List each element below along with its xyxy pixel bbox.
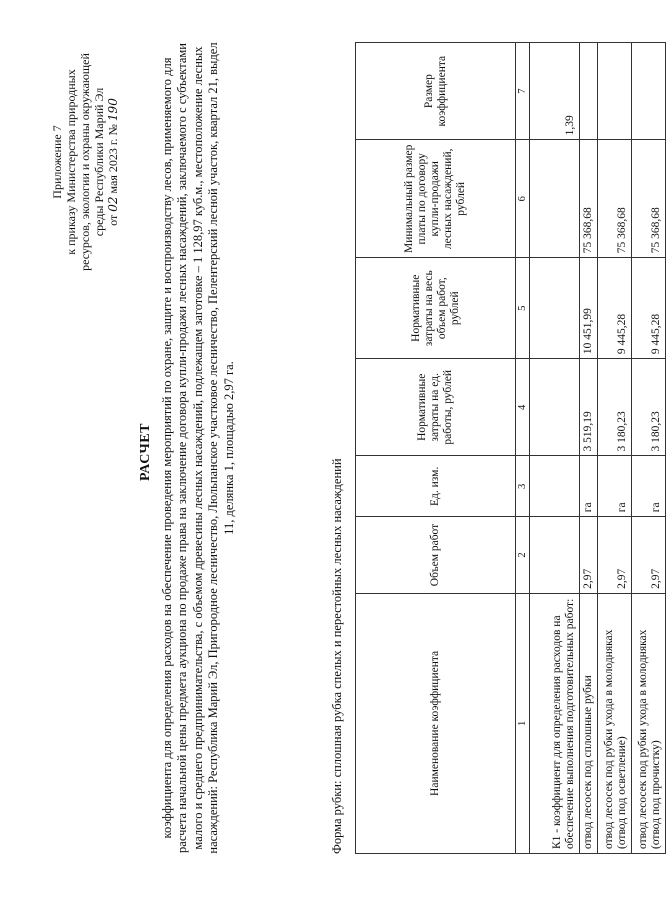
annex-date-day: 02: [106, 196, 120, 212]
document-page: [20, 22, 662, 882]
column-number: 7: [516, 43, 530, 140]
row-unit-cost: 3 519,19: [580, 359, 598, 456]
calculation-table: [355, 42, 666, 854]
row-coefficient: [580, 43, 598, 140]
row-coefficient: [598, 43, 632, 140]
cutting-form-label: Форма рубки: сплошная рубка спелых и перестойных лесных насаждений: [330, 458, 344, 854]
document-title: РАСЧЕТ: [138, 423, 153, 481]
annex-block: [50, 42, 120, 282]
table-row: [598, 43, 632, 854]
header-total-cost: Нормативные затраты на весь объем работ, рублей: [356, 258, 516, 359]
annex-line-1: Приложение 7: [50, 125, 64, 199]
header-coefficient-name: Наименование коэффициента: [356, 593, 516, 853]
row-unit: га: [632, 456, 666, 517]
column-number: 1: [516, 593, 530, 853]
annex-line-2: к приказу Министерства природных: [64, 69, 78, 255]
row-total-cost: 9 445,28: [598, 258, 632, 359]
annex-line-3: ресурсов, экологии и охраны окружающей: [78, 53, 92, 271]
header-coefficient-size: Размер коэффициента: [356, 43, 516, 140]
table-row: [632, 43, 666, 854]
row-unit-cost: 3 180,23: [632, 359, 666, 456]
row-volume: 2,97: [580, 517, 598, 594]
annex-date-prefix: от: [106, 211, 120, 226]
table-header-row: [356, 43, 516, 854]
table-row: [580, 43, 598, 854]
column-number: 2: [516, 517, 530, 594]
row-name: отвод лесосек под сплошные рубки: [580, 593, 598, 853]
column-number: 6: [516, 140, 530, 258]
row-name: отвод лесосек под рубки ухода в молодняках (отвод под прочистку): [632, 593, 666, 853]
row-unit-cost: 3 180,23: [598, 359, 632, 456]
row-total-cost: [530, 258, 580, 359]
column-number: 3: [516, 456, 530, 517]
row-coefficient: 1,39: [530, 43, 580, 140]
annex-date-line: [106, 42, 120, 282]
row-min-payment: 75 368,68: [580, 140, 598, 258]
table-row: [530, 43, 580, 854]
header-min-payment: Минимальный размер платы по договору купли-продажи лесных насаждений, рублей: [356, 140, 516, 258]
column-number: 5: [516, 258, 530, 359]
row-unit: га: [598, 456, 632, 517]
row-total-cost: 10 451,99: [580, 258, 598, 359]
row-name: К1 - коэффициент для определения расходов на обеспечение выполнения подготовительных работ:: [530, 593, 580, 853]
header-work-volume: Объем работ: [356, 517, 516, 594]
row-min-payment: [530, 140, 580, 258]
column-number: 4: [516, 359, 530, 456]
row-volume: 2,97: [598, 517, 632, 594]
row-min-payment: 75 368,68: [632, 140, 666, 258]
row-unit-cost: [530, 359, 580, 456]
row-unit: га: [580, 456, 598, 517]
row-unit: [530, 456, 580, 517]
row-total-cost: 9 445,28: [632, 258, 666, 359]
annex-line-4: среды Республики Марий Эл: [92, 87, 106, 237]
annex-order-number: 190: [106, 98, 120, 122]
document-description: коэффициента для определения расходов на обеспечение проведения мероприятий по охране, защите и воспроизводству лесов, применяемого для расчета начальной цены предмета аукциона по продаже права на заключение договора купли-продажи лесных насаждений, заключаемого с субъектами малого и среднего предпринимательства, с объемом древесины лесных насаждений, подлежащем заготовке – 1 128,97 куб.м., местоположение лесных насаждений: Республика Марий Эл, Пригородное лесничество, Люльпанское участковое лесничество, Пелентерский лесной участок, квартал 21, выдел 11, делянка 1, площадью 2,97 га.: [160, 42, 236, 854]
row-min-payment: 75 368,68: [598, 140, 632, 258]
annex-date-rest: мая 2023 г. №: [106, 121, 120, 197]
row-volume: [530, 517, 580, 594]
header-unit-cost: Нормативные затраты на ед. работы, рублей: [356, 359, 516, 456]
header-unit: Ед. изм.: [356, 456, 516, 517]
table-column-numbers-row: [516, 43, 530, 854]
row-volume: 2,97: [632, 517, 666, 594]
row-coefficient: [632, 43, 666, 140]
row-name: отвод лесосек под рубки ухода в молодняках (отвод под осветление): [598, 593, 632, 853]
